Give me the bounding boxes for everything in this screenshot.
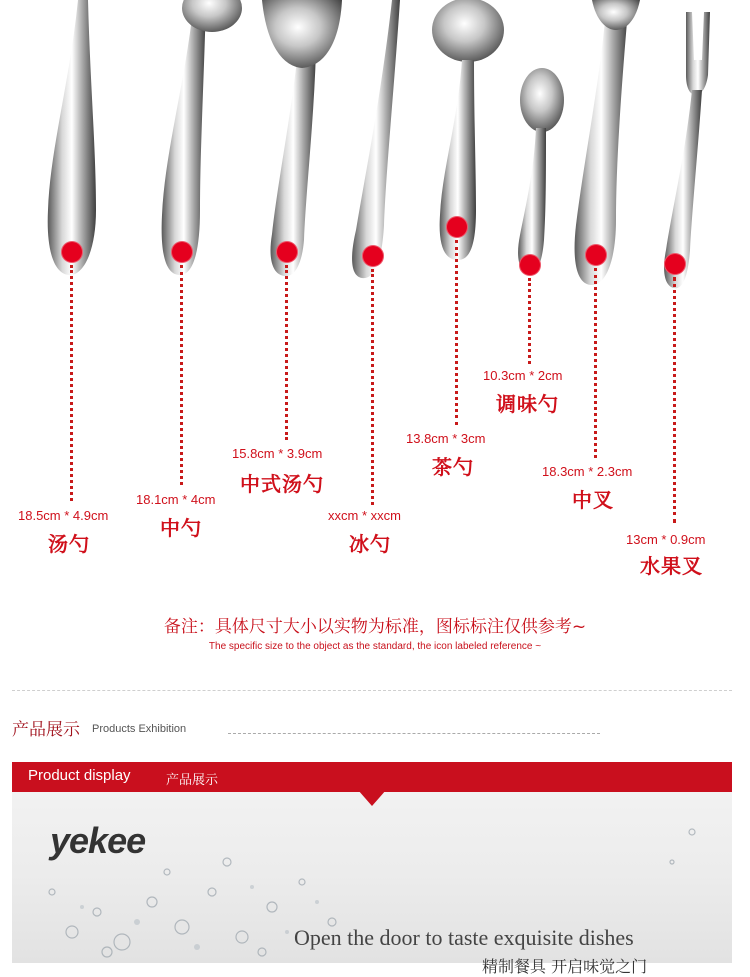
ice-spoon-handle bbox=[352, 0, 400, 278]
name-label-medium-spoon: 中勺 bbox=[160, 516, 202, 540]
banner-title-english: Product display bbox=[28, 767, 131, 784]
size-label-chinese-spoon: 15.8cm * 3.9cm bbox=[232, 446, 323, 461]
brand-logo: yekee bbox=[50, 820, 146, 861]
seasoning-spoon-handle bbox=[518, 128, 546, 273]
seasoning-spoon-bowl bbox=[520, 68, 564, 132]
size-label-seasoning-spoon: 10.3cm * 2cm bbox=[483, 368, 563, 383]
marker-dot-fruit-fork bbox=[664, 253, 686, 275]
note-chinese: 备注：具体尺寸大小以实物为标准，图标标注仅供参考~ bbox=[163, 617, 587, 637]
tagline-chinese: 精制餐具 开启味觉之门 bbox=[482, 957, 648, 976]
leader-line-medium-spoon bbox=[180, 265, 183, 485]
name-label-fruit-fork: 水果叉 bbox=[640, 554, 703, 578]
soup-spoon-handle bbox=[48, 0, 96, 275]
name-label-seasoning-spoon: 调味勺 bbox=[496, 392, 559, 416]
note-english: The specific size to the object as the standard, the icon labeled reference ~ bbox=[208, 641, 542, 652]
name-label-soup-spoon: 汤勺 bbox=[48, 532, 90, 556]
section-title-english: Products Exhibition bbox=[92, 723, 187, 735]
leader-line-soup-spoon bbox=[70, 265, 73, 501]
marker-dot-soup-spoon bbox=[61, 241, 83, 263]
tagline-english: Open the door to taste exquisite dishes bbox=[294, 925, 634, 950]
medium-fork-head bbox=[592, 0, 640, 30]
leader-line-medium-fork bbox=[594, 268, 597, 458]
medium-fork-handle bbox=[575, 10, 628, 285]
name-label-ice-spoon: 冰勺 bbox=[349, 532, 391, 556]
marker-dot-ice-spoon bbox=[362, 245, 384, 267]
marker-dot-seasoning-spoon bbox=[519, 254, 541, 276]
size-label-medium-fork: 18.3cm * 2.3cm bbox=[542, 464, 633, 479]
section-title-chinese: 产品展示 bbox=[12, 720, 80, 740]
name-label-tea-spoon: 茶勺 bbox=[432, 455, 474, 479]
name-label-chinese-spoon: 中式汤勺 bbox=[240, 472, 324, 496]
size-label-medium-spoon: 18.1cm * 4cm bbox=[136, 492, 216, 507]
name-label-medium-fork: 中叉 bbox=[572, 488, 614, 512]
medium-spoon-handle bbox=[162, 0, 206, 275]
chinese-spoon-bowl bbox=[262, 0, 342, 68]
leader-line-ice-spoon bbox=[371, 269, 374, 505]
leader-line-seasoning-spoon bbox=[528, 278, 531, 364]
leader-line-tea-spoon bbox=[455, 240, 458, 425]
tea-spoon-bowl bbox=[432, 0, 504, 62]
section-divider bbox=[12, 690, 732, 691]
marker-dot-tea-spoon bbox=[446, 216, 468, 238]
marker-dot-medium-fork bbox=[585, 244, 607, 266]
leader-line-chinese-spoon bbox=[285, 265, 288, 440]
product-display-banner bbox=[12, 762, 732, 976]
section-title-line bbox=[228, 733, 600, 734]
size-label-soup-spoon: 18.5cm * 4.9cm bbox=[18, 508, 109, 523]
leader-line-fruit-fork bbox=[673, 277, 676, 523]
fruit-fork-tines bbox=[686, 12, 710, 95]
size-label-tea-spoon: 13.8cm * 3cm bbox=[406, 431, 486, 446]
banner-title-chinese: 产品展示 bbox=[166, 773, 219, 788]
banner-title-bar bbox=[12, 762, 732, 792]
size-label-ice-spoon: xxcm * xxcm bbox=[328, 508, 401, 523]
marker-dot-medium-spoon bbox=[171, 241, 193, 263]
size-label-fruit-fork: 13cm * 0.9cm bbox=[626, 532, 706, 547]
marker-dot-chinese-spoon bbox=[276, 241, 298, 263]
